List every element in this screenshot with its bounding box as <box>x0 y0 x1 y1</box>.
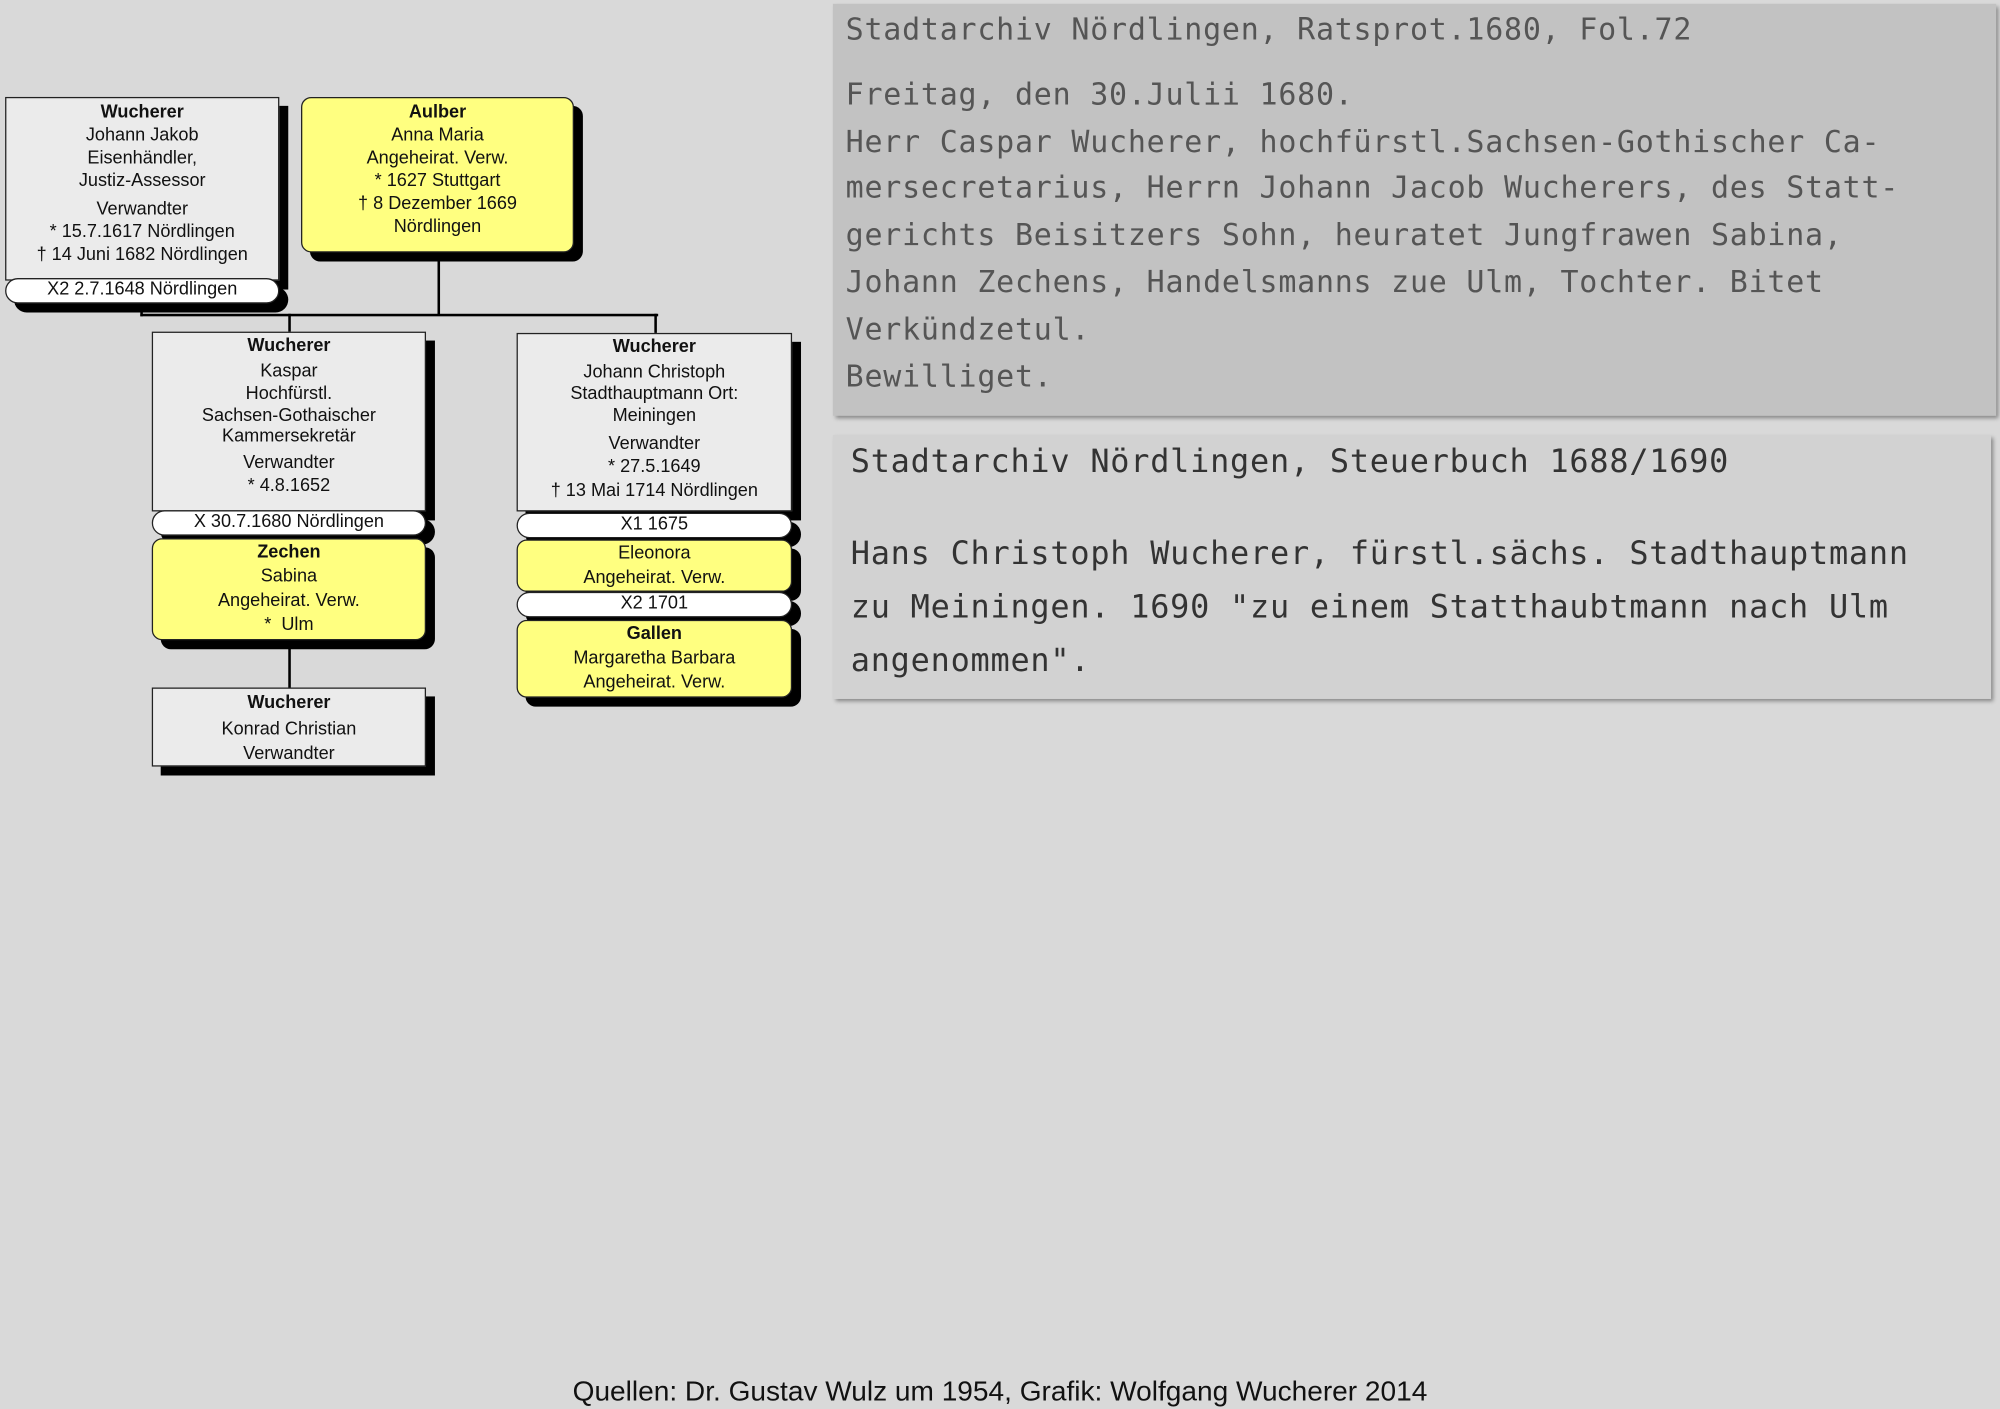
given-name: Margaretha Barbara <box>573 647 736 669</box>
occupation: Stadthauptmann Ort: <box>570 383 739 405</box>
person-box-anna-maria <box>301 97 574 253</box>
surname: Wucherer <box>247 692 331 714</box>
connector-konrad-up <box>288 648 291 690</box>
relation: Angeheirat. Verw. <box>583 567 726 589</box>
birth-date: * 15.7.1617 Nördlingen <box>49 221 235 243</box>
given-name: Eleonora <box>618 543 691 564</box>
birth-date: * 27.5.1649 <box>608 456 701 478</box>
relation: Angeheirat. Verw. <box>583 672 726 693</box>
occupation: Eisenhändler, <box>87 147 198 169</box>
marriage-pill-kaspar: X 30.7.1680 Nördlingen <box>152 510 426 536</box>
surname: Wucherer <box>612 336 696 358</box>
marriage-pill-christoph-2: X2 1701 <box>517 592 793 618</box>
excerpt-line: zu Meiningen. 1690 "zu einem Statthaubtmann nach Ulm <box>850 588 1889 625</box>
excerpt-line: Johann Zechens, Handelsmanns zue Ulm, Tochter. Bitet <box>845 264 1824 300</box>
given-name: Anna Maria <box>391 124 484 146</box>
person-box-johann-jakob <box>5 97 279 281</box>
sources-footer: Quellen: Dr. Gustav Wulz um 1954, Grafik: Wolfgang Wucherer 2014 <box>572 1374 1428 1407</box>
given-name: Konrad Christian <box>221 719 357 740</box>
excerpt-line: Freitag, den 30.Julii 1680. <box>845 76 1354 112</box>
person-box-eleonora <box>517 540 793 592</box>
connector-kaspar-up <box>288 314 291 333</box>
occupation: Kammersekretär <box>222 426 356 447</box>
archive-excerpt-steuerbuch <box>833 435 1991 699</box>
relation: Verwandter <box>608 433 701 455</box>
death-place: Nördlingen <box>393 216 482 238</box>
person-box-johann-christoph <box>517 333 793 512</box>
surname: Wucherer <box>100 102 184 123</box>
excerpt-line: mersecretarius, Herrn Johann Jacob Wucherers, des Statt- <box>845 170 1900 206</box>
marriage-pill-christoph-1: X1 1675 <box>517 513 793 539</box>
occupation: Hochfürstl. <box>245 383 333 405</box>
surname: Aulber <box>408 102 467 123</box>
excerpt-line: gerichts Beisitzers Sohn, heuratet Jungfrawen Sabina, <box>845 217 1843 253</box>
archive-excerpt-ratsprotokoll <box>833 4 1996 416</box>
excerpt-line: angenommen". <box>850 641 1091 679</box>
marriage-pill-johann-jakob: X2 2.7.1648 Nördlingen <box>5 278 279 304</box>
connector-father-down <box>140 304 143 317</box>
death-date: † 13 Mai 1714 Nördlingen <box>550 480 758 502</box>
given-name: Johann Jakob <box>85 124 199 146</box>
occupation: Sachsen-Gothaischer <box>201 405 376 427</box>
connector-christoph-up <box>654 314 657 334</box>
relation: Verwandter <box>96 198 188 220</box>
person-box-margaretha-barbara <box>517 620 793 698</box>
death-date: † 14 Juni 1682 Nördlingen <box>36 244 248 266</box>
person-box-kaspar <box>152 332 426 512</box>
person-box-konrad-christian <box>152 687 426 766</box>
excerpt-line: Herr Caspar Wucherer, hochfürstl.Sachsen-Gothischer Ca- <box>845 123 1881 159</box>
death-date: † 8 Dezember 1669 <box>358 193 517 215</box>
excerpt-line: Hans Christoph Wucherer, fürstl.sächs. Stadthauptmann <box>850 534 1909 572</box>
birth-date: * 1627 Stuttgart <box>374 170 501 192</box>
relation: Verwandter <box>243 452 335 474</box>
excerpt-title: Stadtarchiv Nördlingen, Steuerbuch 1688/1690 <box>850 442 1730 480</box>
relation: Angeheirat. Verw. <box>217 590 360 611</box>
occupation: Justiz-Assessor <box>78 170 206 192</box>
birth-place: * Ulm <box>264 614 314 636</box>
surname: Wucherer <box>247 335 331 356</box>
excerpt-line: Bewilliget. <box>845 357 1053 394</box>
given-name: Kaspar <box>260 360 318 382</box>
given-name: Johann Christoph <box>583 362 726 383</box>
connector-mother-down <box>437 255 440 315</box>
occupation: Meiningen <box>612 405 697 427</box>
relation: Angeheirat. Verw. <box>366 147 509 169</box>
excerpt-line: Verkündzetul. <box>845 310 1091 347</box>
surname: Zechen <box>257 542 321 563</box>
person-box-sabina <box>152 538 426 640</box>
surname: Gallen <box>626 623 682 645</box>
excerpt-line: Stadtarchiv Nördlingen, Ratsprot.1680, Fol.72 <box>845 11 1693 48</box>
relation: Verwandter <box>243 743 335 765</box>
birth-date: * 4.8.1652 <box>247 475 331 497</box>
given-name: Sabina <box>260 566 318 587</box>
connector-children-horizontal <box>140 314 658 317</box>
